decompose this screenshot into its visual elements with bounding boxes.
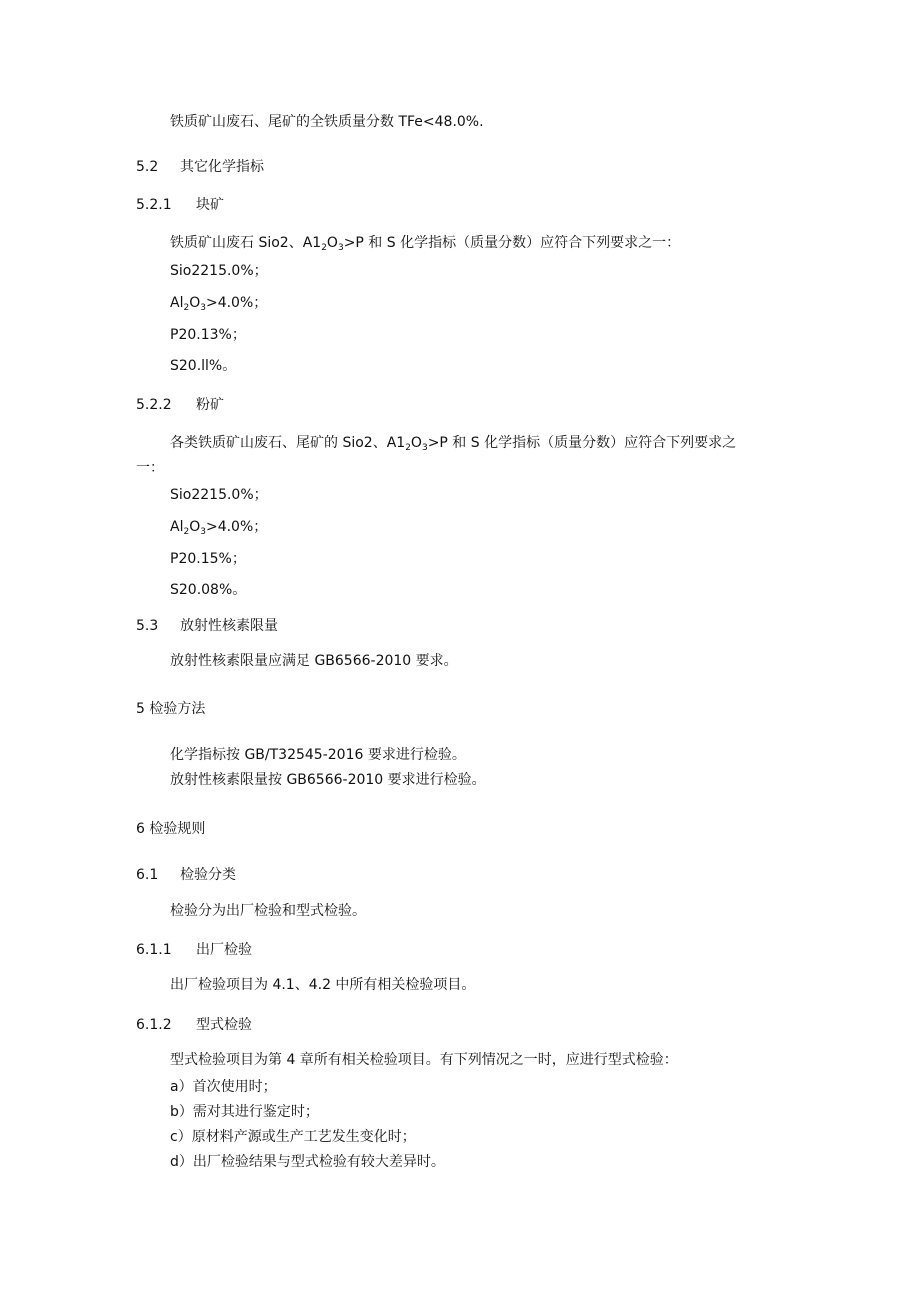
- powder-intro-sub2: 3: [421, 443, 428, 453]
- powder-intro-a: 各类铁质矿山废石、尾矿的 Sio2、A1: [170, 435, 406, 451]
- lump-al-a: Al: [170, 295, 184, 311]
- section-number-6-1: 6.1: [136, 867, 159, 883]
- section-title-5-3: 放射性核素限量: [180, 618, 278, 634]
- powder-intro-c: >P 和 S 化学指标（质量分数）应符合下列要求之: [427, 435, 737, 451]
- section-title-5-2-2: 粉矿: [196, 397, 224, 413]
- powder-intro-sub1: 2: [405, 443, 411, 453]
- lump-s: S20.ll%。: [170, 358, 237, 374]
- section-title-5-2: 其它化学指标: [180, 159, 264, 175]
- section-title-6-1: 检验分类: [180, 867, 236, 883]
- tfe-paragraph: 铁质矿山废石、尾矿的全铁质量分数 TFe<48.0%.: [170, 114, 484, 130]
- lump-al-sub1: 2: [183, 303, 190, 313]
- powder-intro-b: O: [410, 435, 422, 451]
- section-number-5-3: 5.3: [136, 618, 159, 634]
- heading-inspection-rules: 6 检验规则: [136, 821, 206, 837]
- lump-al-sub2: 3: [200, 303, 206, 313]
- type-inspection-text: 型式检验项目为第 4 章所有相关检验项目。有下列情况之一时，应进行型式检验：: [170, 1052, 678, 1068]
- lump-ore-intro: [170, 234, 680, 252]
- powder-ore-intro-line2: 一：: [136, 460, 164, 476]
- lump-al-c: >4.0%；: [205, 295, 268, 311]
- powder-al-a: Al: [170, 519, 184, 535]
- section-title-6-1-2: 型式检验: [196, 1017, 252, 1033]
- powder-al2o3: [170, 518, 267, 536]
- lump-intro-sub1: 2: [321, 243, 327, 253]
- lump-p: P20.13%；: [170, 327, 246, 343]
- section-title-6-1-1: 出厂检验: [196, 942, 252, 958]
- section-number-5-2: 5.2: [136, 159, 159, 175]
- lump-intro-b: O: [326, 235, 338, 251]
- factory-inspection-text: 出厂检验项目为 4.1、4.2 中所有相关检验项目。: [170, 977, 476, 993]
- methods-line-radionuclide: 放射性核素限量按 GB6566-2010 要求进行检验。: [170, 772, 486, 788]
- list-item: c）原材料产源或生产工艺发生变化时；: [170, 1129, 416, 1145]
- lump-al-b: O: [189, 295, 201, 311]
- powder-sio2: Sio2215.0%；: [170, 487, 268, 503]
- lump-intro-sub2: 3: [337, 243, 344, 253]
- list-item: a）首次使用时；: [170, 1079, 277, 1095]
- powder-al-b: O: [189, 519, 201, 535]
- radionuclide-text: 放射性核素限量应满足 GB6566-2010 要求。: [170, 653, 458, 669]
- powder-s: S20.08%。: [170, 582, 247, 598]
- lump-intro-c: >P 和 S 化学指标（质量分数）应符合下列要求之一：: [343, 235, 681, 251]
- lump-intro-a: 铁质矿山废石 Sio2、A1: [170, 235, 322, 251]
- classification-text: 检验分为出厂检验和型式检验。: [170, 903, 366, 919]
- powder-al-c: >4.0%；: [205, 519, 268, 535]
- list-item: d）出厂检验结果与型式检验有较大差异时。: [170, 1154, 445, 1170]
- powder-al-sub1: 2: [183, 527, 190, 537]
- powder-p: P20.15%；: [170, 551, 246, 567]
- powder-ore-intro: [170, 434, 736, 452]
- powder-al-sub2: 3: [200, 527, 206, 537]
- section-number-6-1-2: 6.1.2: [136, 1017, 172, 1033]
- heading-test-methods: 5 检验方法: [136, 701, 206, 717]
- lump-al2o3: [170, 294, 267, 312]
- methods-line-chemical: 化学指标按 GB/T32545-2016 要求进行检验。: [170, 747, 466, 763]
- list-item: b）需对其进行鉴定时；: [170, 1104, 319, 1120]
- section-title-5-2-1: 块矿: [196, 197, 224, 213]
- section-number-6-1-1: 6.1.1: [136, 942, 172, 958]
- section-number-5-2-2: 5.2.2: [136, 397, 172, 413]
- section-number-5-2-1: 5.2.1: [136, 197, 172, 213]
- lump-sio2: Sio2215.0%；: [170, 263, 268, 279]
